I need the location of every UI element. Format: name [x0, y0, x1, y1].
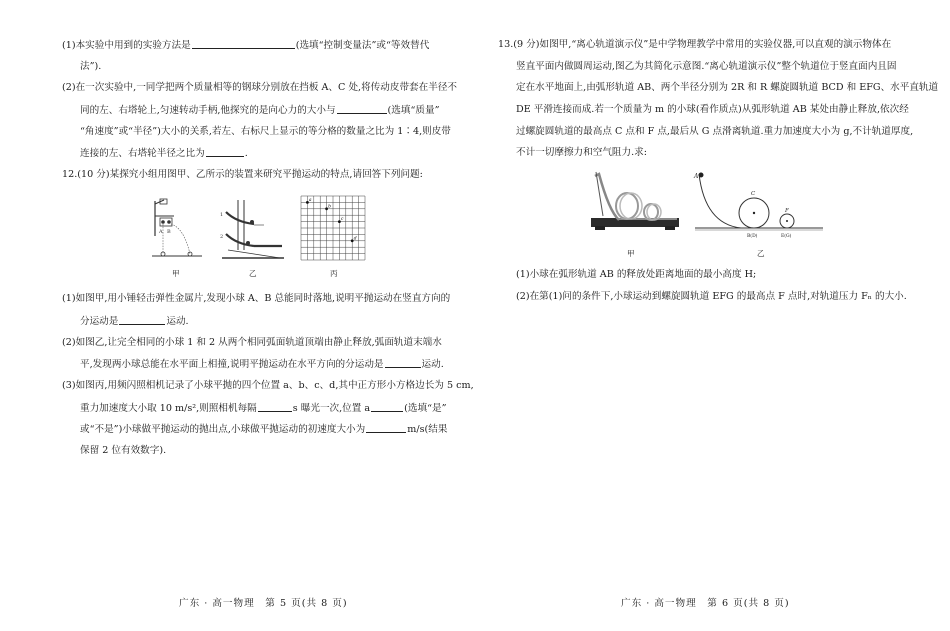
q13-part1: (1)小球在弧形轨道 AB 的释放处距离地面的最小高度 H;	[516, 269, 757, 280]
q11-part2-line2	[80, 103, 439, 117]
q12-part2-text-b2: 运动.	[421, 359, 444, 370]
q12-part3-line1: (3)如图丙,用频闪照相机记录了小球平抛的四个位置 a、b、c、d,其中正方形小方格边长为 5 cm,	[62, 380, 474, 391]
fig-yi-label-2: 2	[220, 234, 224, 240]
fig13-point-f: F	[785, 208, 789, 214]
q12-part1-text-b1: 分运动是	[80, 316, 119, 327]
q11-part2-text-b1: 同的左、右塔轮上,匀速转动手柄,他探究的是向心力的大小与	[80, 105, 336, 116]
q12-part3-text-c1: 或“不是”)小球做平抛运动的抛出点,小球做平抛运动的初速度大小为	[80, 424, 366, 435]
fig13-point-eg: E(G)	[781, 234, 792, 239]
figure-13-jia-photo	[585, 166, 685, 246]
answer-blank-variable[interactable]	[337, 103, 387, 114]
fig13-caption-yi: 乙	[757, 249, 765, 258]
fig13-point-bd: B(D)	[747, 234, 758, 239]
figure-13-yi-schematic	[695, 166, 825, 246]
answer-blank-vertical-motion[interactable]	[119, 314, 165, 325]
fig12-caption-bing: 丙	[330, 269, 338, 278]
fig13-point-a: A	[694, 173, 699, 180]
q11-part2-line1: (2)在一次实验中,一同学把两个质量相等的钢球分别放在挡板 A、C 处,将传动皮带套在半径不	[62, 82, 458, 93]
q12-part3-text-b3: (选填“是”	[404, 403, 447, 414]
q12-part3-line3	[80, 422, 447, 436]
q12-part3-text-b1: 重力加速度大小取 10 m/s²,则照相机每隔	[80, 403, 257, 414]
grid-point-label-b: b	[328, 204, 331, 210]
fig12-caption-jia: 甲	[172, 269, 180, 278]
q13-part2: (2)在第(1)问的条件下,小球运动到螺旋圆轨道 EFG 的最高点 F 点时,对轨道压力 Fₙ 的大小.	[516, 291, 907, 302]
q13-line2: 竖直平面内做圆周运动,图乙为其简化示意图.“离心轨道演示仪”整个轨道位于竖直面内且固	[516, 61, 897, 72]
fig12-caption-yi: 乙	[249, 269, 257, 278]
fig-jia-label-a: A	[159, 229, 163, 235]
q12-part3-text-b2: s 曝光一次,位置 a	[292, 403, 371, 414]
q11-part1-text-b: (选填“控制变量法”或“等效替代	[295, 40, 430, 51]
q12-part3-line2	[80, 401, 446, 415]
answer-blank-horizontal-motion[interactable]	[385, 357, 421, 368]
figure-12-jia	[150, 196, 205, 264]
grid-point-label-c: c	[340, 217, 344, 223]
q11-part2-line4	[80, 146, 248, 160]
answer-blank-is-origin[interactable]	[371, 401, 403, 412]
right-page	[475, 0, 950, 631]
q13-line5: 过螺旋圆轨道的最高点 C 点和 F 点,最后从 G 点滑离轨道.重力加速度大小为 g,不计轨道厚度,	[516, 126, 914, 137]
fig-jia-label-b: B	[167, 229, 171, 235]
q12-part3-text-c2: m/s(结果	[407, 424, 448, 435]
q11-part2-text-b2: (选填“质量”	[387, 105, 440, 116]
q13-line6: 不计一切摩擦力和空气阻力.求:	[516, 147, 648, 158]
answer-blank-interval[interactable]	[258, 401, 292, 412]
answer-blank-method[interactable]	[192, 38, 295, 49]
page-footer-right: 广东 · 高一物理 第 6 页(共 8 页)	[621, 598, 790, 609]
q13-line1: 13.(9 分)如图甲,“离心轨道演示仪”是中学物理教学中常用的实验仪器,可以直观的演示物体在	[498, 39, 892, 50]
q11-part1-text-a: (1)本实验中用到的实验方法是	[62, 40, 191, 51]
fig-yi-label-1: 1	[220, 212, 224, 218]
fig13-caption-jia: 甲	[627, 249, 635, 258]
answer-blank-initial-speed[interactable]	[366, 422, 406, 433]
q11-part2-text-d1: 连接的左、右塔轮半径之比为	[80, 148, 205, 159]
q12-header: 12.(10 分)某探究小组用图甲、乙所示的装置来研究平抛运动的特点,请回答下列问题:	[62, 169, 423, 180]
figure-12-yi	[218, 198, 286, 264]
q11-part1-line1	[62, 38, 429, 52]
q12-part1-line2	[80, 314, 189, 328]
q13-line3: 定在水平地面上,由弧形轨道 AB、两个半径分别为 2R 和 R 螺旋圆轨道 BCD 和 EFG、水平直轨道	[516, 82, 939, 93]
q12-part2-line2	[80, 357, 444, 371]
q12-part1-text-b2: 运动.	[166, 316, 189, 327]
fig13-point-c: C	[751, 191, 756, 197]
q11-part2-text-d2: .	[244, 148, 248, 159]
q11-part1-line2: 法”).	[80, 61, 102, 72]
q12-part1-line1: (1)如图甲,用小锤轻击弹性金属片,发现小球 A、B 总能同时落地,说明平抛运动在竖直方向的	[62, 293, 451, 304]
q12-part3-line4: 保留 2 位有效数字).	[80, 445, 167, 456]
grid-point-label-a: a	[308, 197, 312, 203]
q12-part2-line1: (2)如图乙,让完全相同的小球 1 和 2 从两个相同弧面轨道顶端由静止释放,弧面轨道末端水	[62, 337, 442, 348]
answer-blank-radius-ratio[interactable]	[206, 146, 244, 157]
q11-part2-line3: “角速度”或“半径”)大小的关系,若左、右标尺上显示的等分格的数量之比为 1∶4,则皮带	[80, 126, 451, 137]
grid-point-label-d: d	[353, 236, 357, 242]
page-footer-left: 广东 · 高一物理 第 5 页(共 8 页)	[179, 598, 348, 609]
figure-12-bing-grid	[299, 194, 367, 264]
q12-part2-text-b1: 平,发现两小球总能在水平面上相撞,说明平抛运动在水平方向的分运动是	[80, 359, 384, 370]
q13-line4: DE 平滑连接而成.若一个质量为 m 的小球(看作质点)从弧形轨道 AB 某处由静止释放,依次经	[516, 104, 909, 115]
